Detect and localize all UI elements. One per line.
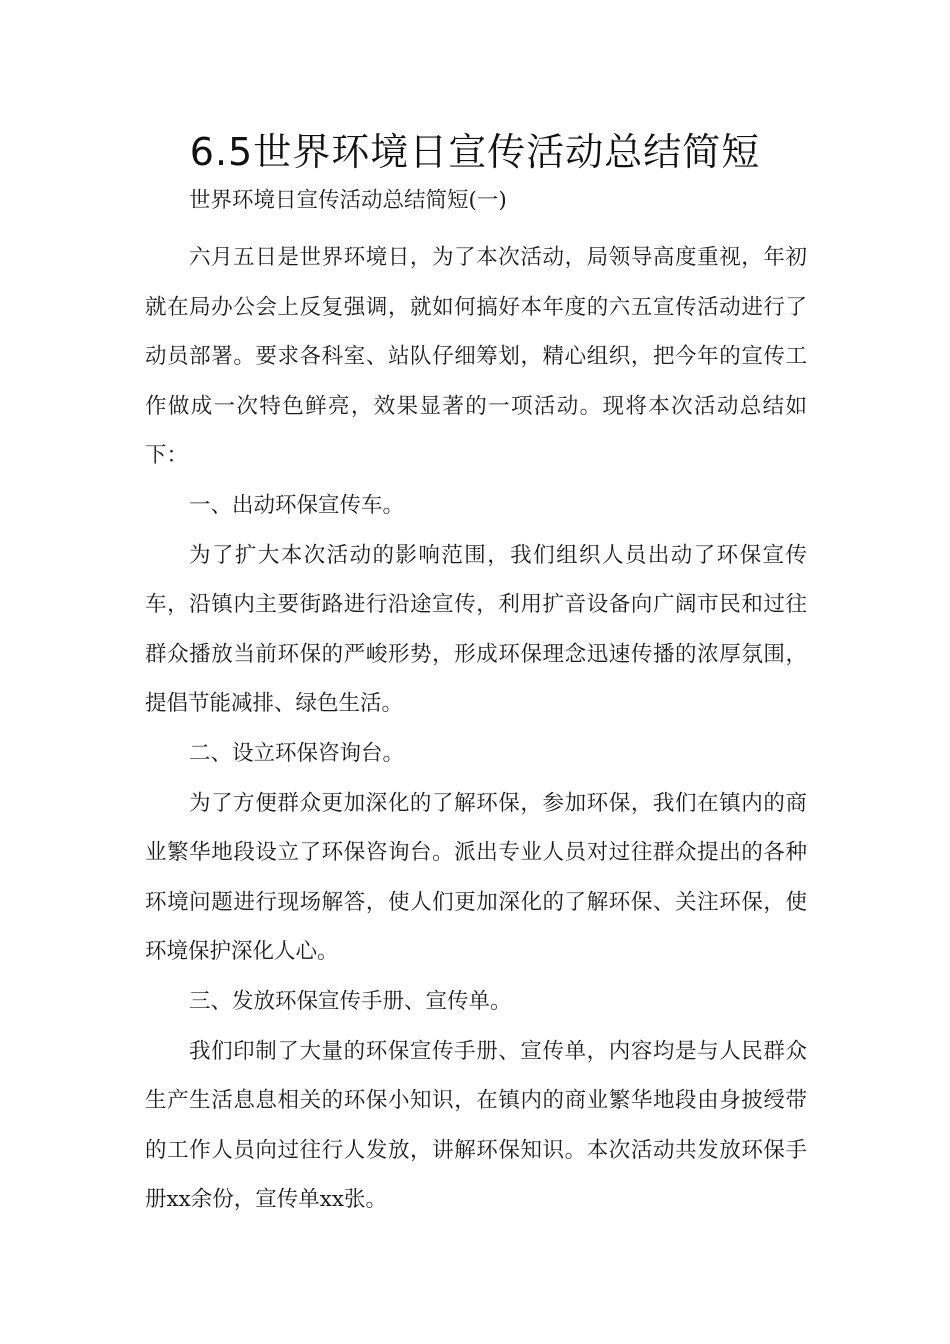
- document-subtitle: 世界环境日宣传活动总结简短(一): [189, 188, 507, 213]
- paragraph-section-1: 为了扩大本次活动的影响范围，我们组织人员出动了环保宣传车，沿镇内主要街路进行沿途宣传，利用扩音设备向广阔市民和过往群众播放当前环保的严峻形势，形成环保理念迅速传播的浓厚氛围，提倡节能减排、绿色生活。: [145, 542, 807, 717]
- paragraph-intro: 六月五日是世界环境日，为了本次活动，局领导高度重视，年初就在局办公会上反复强调，就如何搞好本年度的六五宣传活动进行了动员部署。要求各科室、站队仔细筹划，精心组织，把今年的宣传工作做成一次特色鲜亮，效果显著的一项活动。现将本次活动总结如下：: [145, 245, 807, 469]
- spacer: [145, 221, 807, 233]
- paragraph-section-2: 为了方便群众更加深化的了解环保，参加环保，我们在镇内的商业繁华地段设立了环保咨询台。派出专业人员对过往群众提出的各种环境问题进行现场解答，使人们更加深化的了解环保、关注环保，使环境保护深化人心。: [145, 790, 807, 965]
- section-heading-2: 二、设立环保咨询台。: [189, 740, 405, 766]
- document-body: [145, 181, 807, 1225]
- paragraph-section-3: 我们印制了大量的环保宣传手册、宣传单，内容均是与人民群众生产生活息息相关的环保小知识，在镇内的商业繁华地段由身披绶带的工作人员向过往行人发放，讲解环保知识。本次活动共发放环保手册xx余份，宣传单xx张。: [145, 1038, 807, 1213]
- section-heading-1: 一、出动环保宣传车。: [189, 492, 405, 518]
- section-heading-3: 三、发放环保宣传手册、宣传单。: [189, 988, 512, 1014]
- document-title: 6.5世界环境日宣传活动总结简短: [189, 130, 761, 174]
